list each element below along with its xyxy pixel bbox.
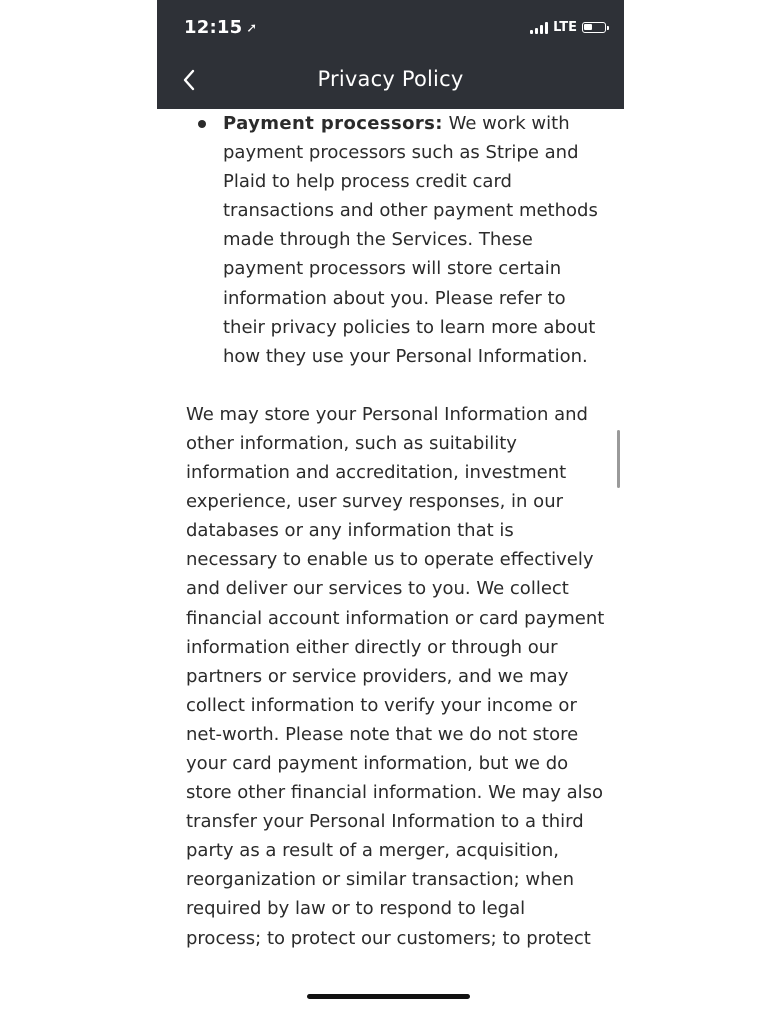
battery-icon bbox=[582, 22, 606, 33]
location-arrow-icon: ➚ bbox=[246, 21, 258, 36]
page-title: Privacy Policy bbox=[317, 67, 464, 91]
policy-content bbox=[186, 109, 606, 953]
scrollbar[interactable] bbox=[617, 430, 620, 488]
list-item bbox=[186, 109, 606, 371]
network-type: LTE bbox=[553, 20, 577, 35]
bullet-paragraph bbox=[223, 109, 606, 371]
status-bar-indicators bbox=[530, 20, 606, 35]
app-header bbox=[157, 0, 624, 109]
policy-paragraph: We may store your Personal Information and other information, such as suitability information and accreditation, investment experience, user survey responses, in our databases or any information that is necessary to enable us to operate effectively and deliver our services to you. We collect financial account information or card payment information either directly or through our partners or service providers, and we may collect information to verify your income or net-worth. Please note that we do not store your card payment information, but we do store other financial information. We may also transfer your Personal Information to a third party as a result of a merger, acquisition, reorganization or similar transaction; when required by law or to respond to legal process; to protect our customers; to protect bbox=[186, 403, 605, 949]
signal-bars-icon bbox=[530, 22, 548, 34]
phone-screen bbox=[157, 0, 624, 1009]
home-indicator[interactable] bbox=[307, 994, 470, 999]
status-time-text: 12:15 bbox=[184, 17, 243, 38]
bullet-dot bbox=[198, 120, 206, 128]
bullet-body: We work with payment processors such as Stripe and Plaid to help process credit card transactions and other payment methods made through the Services. These payment processors will store certain information about you. Please refer to their privacy policies to learn more about how they use your Personal Information. bbox=[223, 113, 598, 367]
status-bar-time bbox=[184, 17, 257, 38]
battery-level bbox=[584, 24, 592, 30]
bullet-term: Payment processors: bbox=[223, 113, 443, 134]
